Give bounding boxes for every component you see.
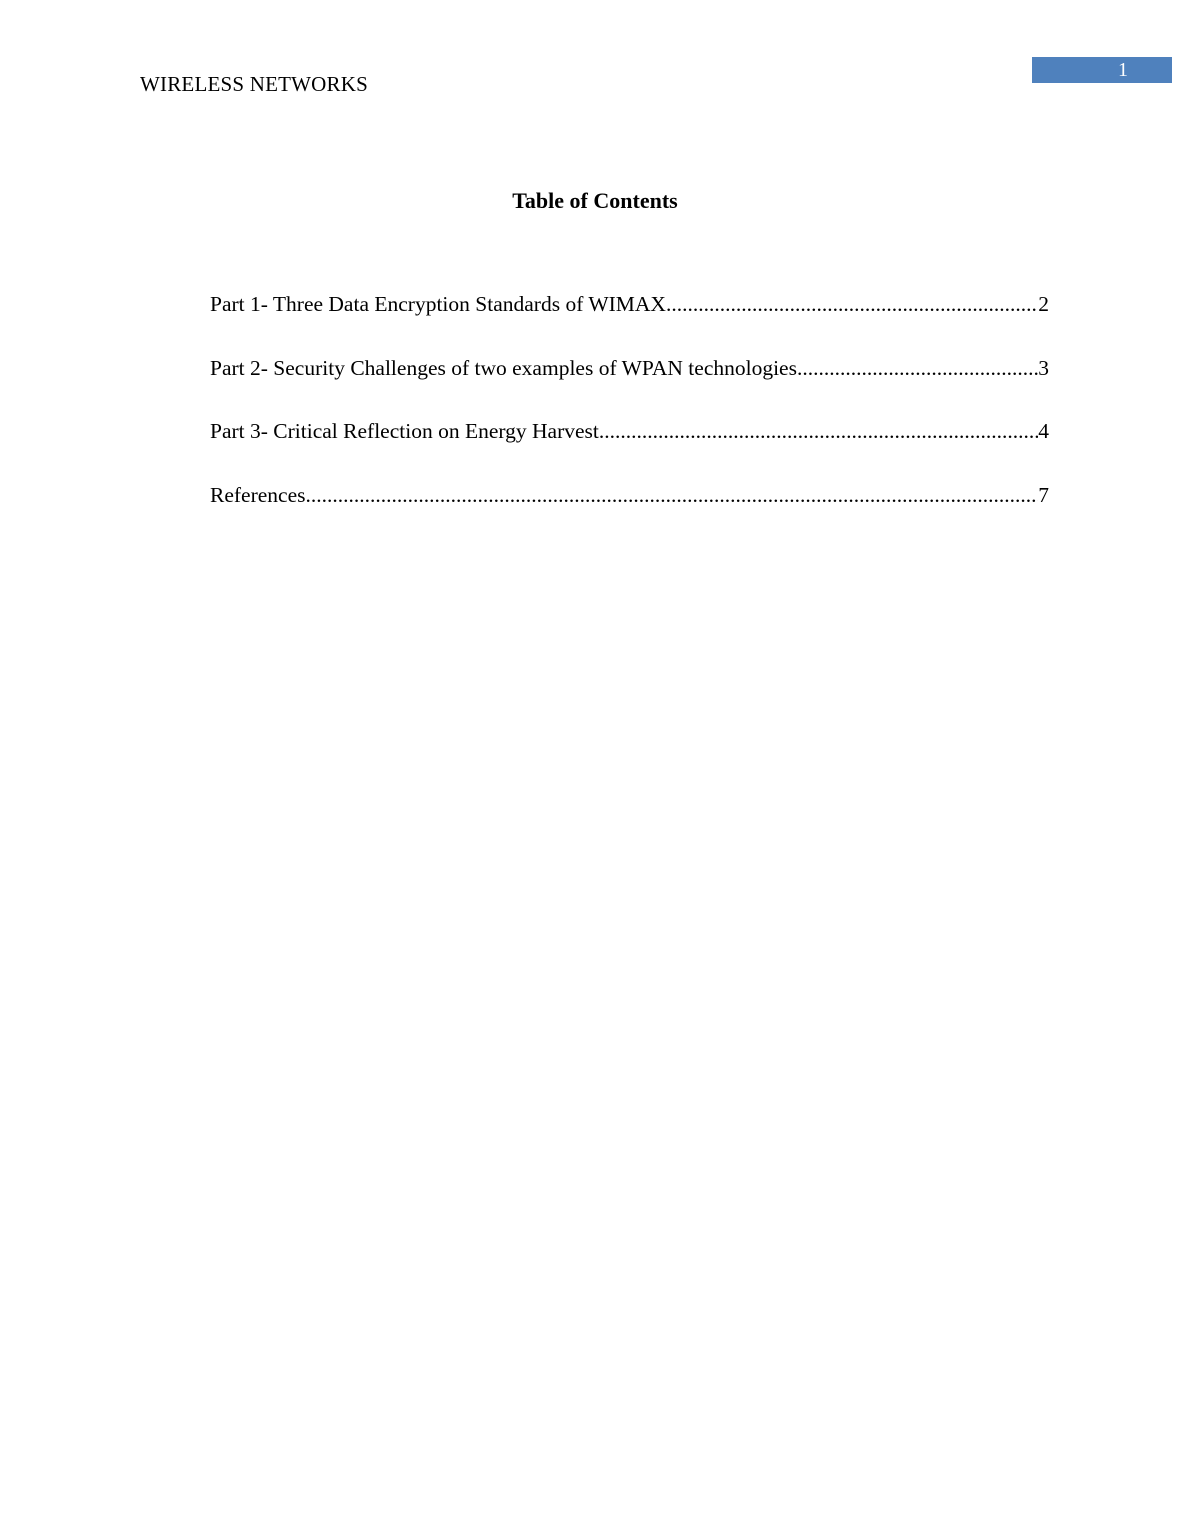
toc-entry-page: 4 [1038,419,1049,444]
page-number-box [1032,57,1172,83]
toc-entry-text: Part 1- Three Data Encryption Standards of WIMAX [210,292,666,316]
toc-entry-part-2[interactable] [210,354,1049,418]
toc-entry-part-3[interactable] [210,417,1049,481]
page-number: 1 [1118,59,1128,81]
toc-entry-references[interactable] [210,481,1049,545]
toc-dot-leader [599,417,1038,445]
running-head: WIRELESS NETWORKS [140,72,368,96]
toc-entry-page: 3 [1038,355,1049,380]
toc-entry-text: References [210,483,306,508]
toc-entry-text: Part 2- Security Challenges of two examples of WPAN technologies [210,355,797,380]
toc-list [210,290,1049,545]
toc-dot-leader [666,290,1038,318]
toc-entry-part-1[interactable] [210,290,1049,354]
toc-entry-page: 7 [1038,483,1049,508]
toc-entry-text: Part 3- Critical Reflection on Energy Harvest [210,419,599,444]
toc-dot-leader [797,354,1038,382]
toc-title: Table of Contents [512,188,678,213]
toc-dot-leader [306,481,1039,509]
toc-entry-page: 2 [1038,292,1049,316]
